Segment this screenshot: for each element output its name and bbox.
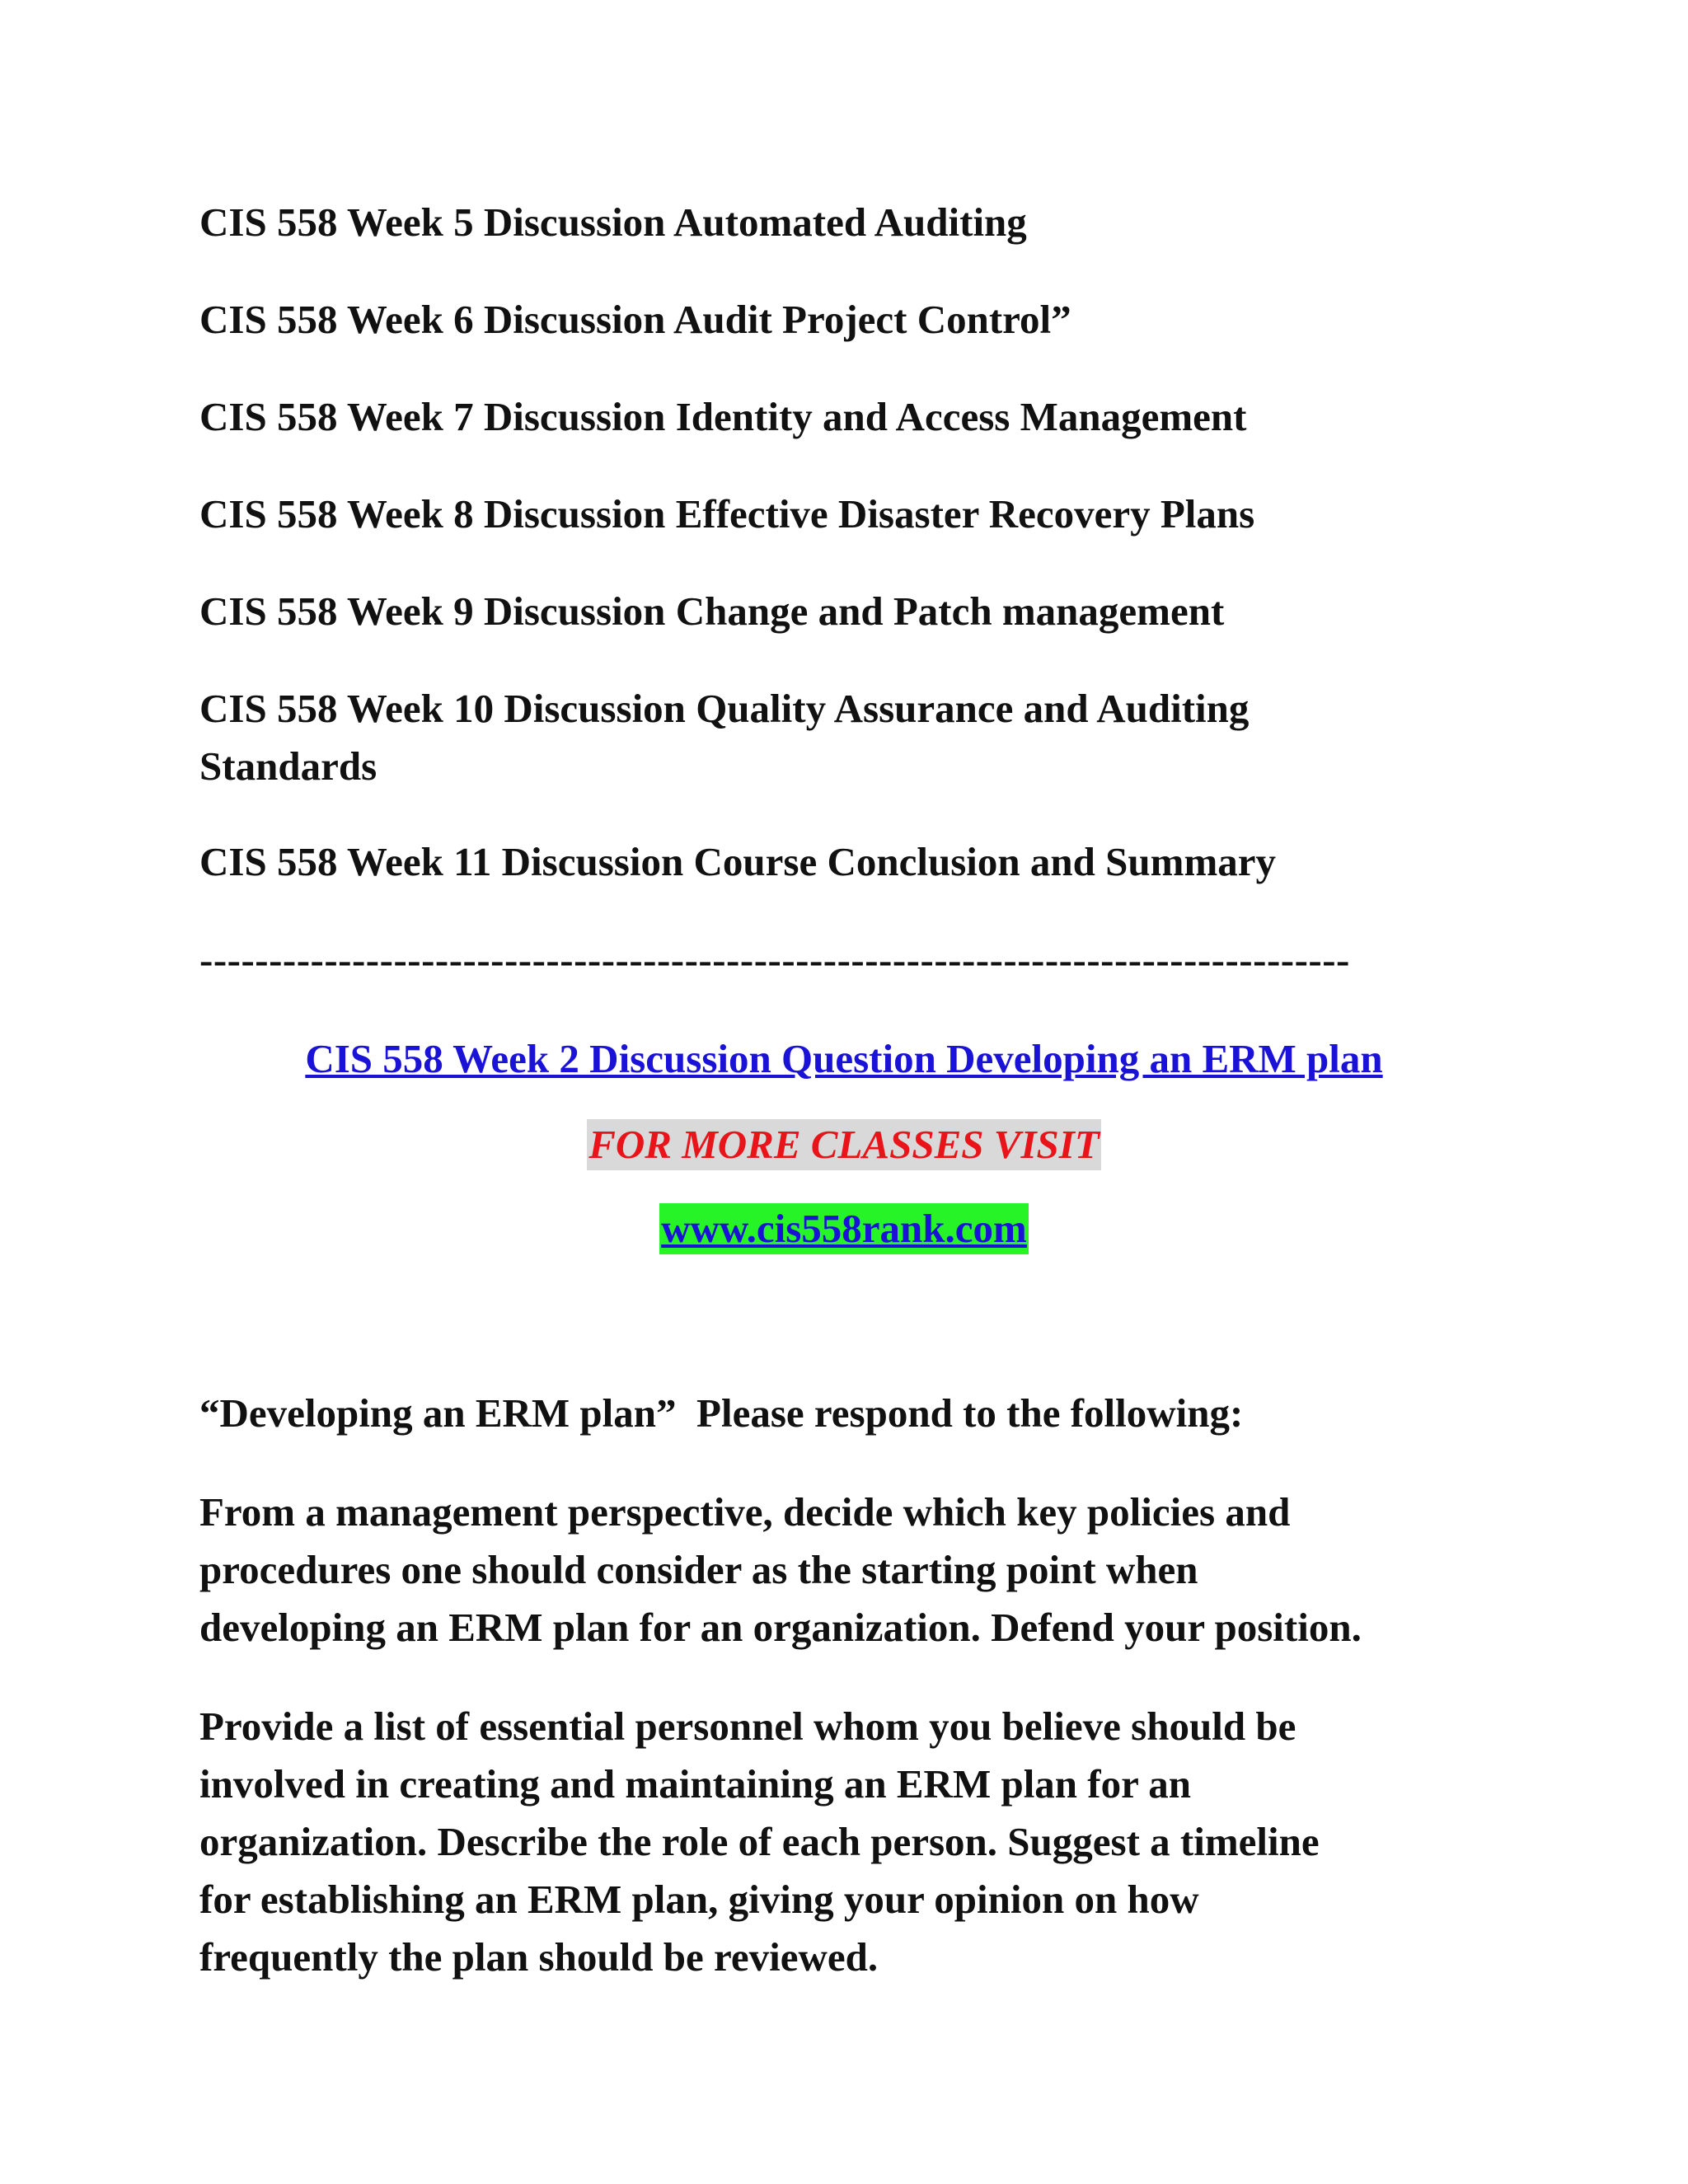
prompt-paragraph-1: From a management perspective, decide which key policies and procedures one should consider as the starting point when developing an ERM plan for an organization. Defend your position. [199, 1489, 1362, 1650]
discussion-week-6: CIS 558 Week 6 Discussion Audit Project Control” [199, 297, 1071, 342]
discussion-week-8: CIS 558 Week 8 Discussion Effective Disaster Recovery Plans [199, 491, 1255, 537]
course-link[interactable]: CIS 558 Week 2 Discussion Question Developing an ERM plan [305, 1036, 1383, 1081]
discussion-week-9: CIS 558 Week 9 Discussion Change and Patch management [199, 588, 1225, 634]
prompt-intro: “Developing an ERM plan” Please respond to the following: [199, 1390, 1244, 1436]
section-divider: ----------------------------------------------------------------------------------- [199, 937, 1350, 982]
site-link-row [0, 1203, 1688, 1254]
promo-banner: FOR MORE CLASSES VISIT [587, 1119, 1101, 1170]
discussion-week-11: CIS 558 Week 11 Discussion Course Conclusion and Summary [199, 839, 1277, 884]
discussion-week-5: CIS 558 Week 5 Discussion Automated Auditing [199, 199, 1027, 245]
site-link[interactable]: www.cis558rank.com [659, 1203, 1029, 1254]
promo-row [0, 1119, 1688, 1170]
discussion-week-7: CIS 558 Week 7 Discussion Identity and Access Management [199, 394, 1247, 439]
prompt-paragraph-2: Provide a list of essential personnel whom you believe should be involved in creating and maintaining an ERM plan for an organization. Describe the role of each person. Suggest a timeline for establishing an ERM plan, giving your opinion on how frequently the plan should be reviewed. [199, 1704, 1320, 1980]
discussion-week-10: CIS 558 Week 10 Discussion Quality Assurance and Auditing Standards [199, 686, 1250, 789]
course-link-row [0, 1030, 1688, 1088]
